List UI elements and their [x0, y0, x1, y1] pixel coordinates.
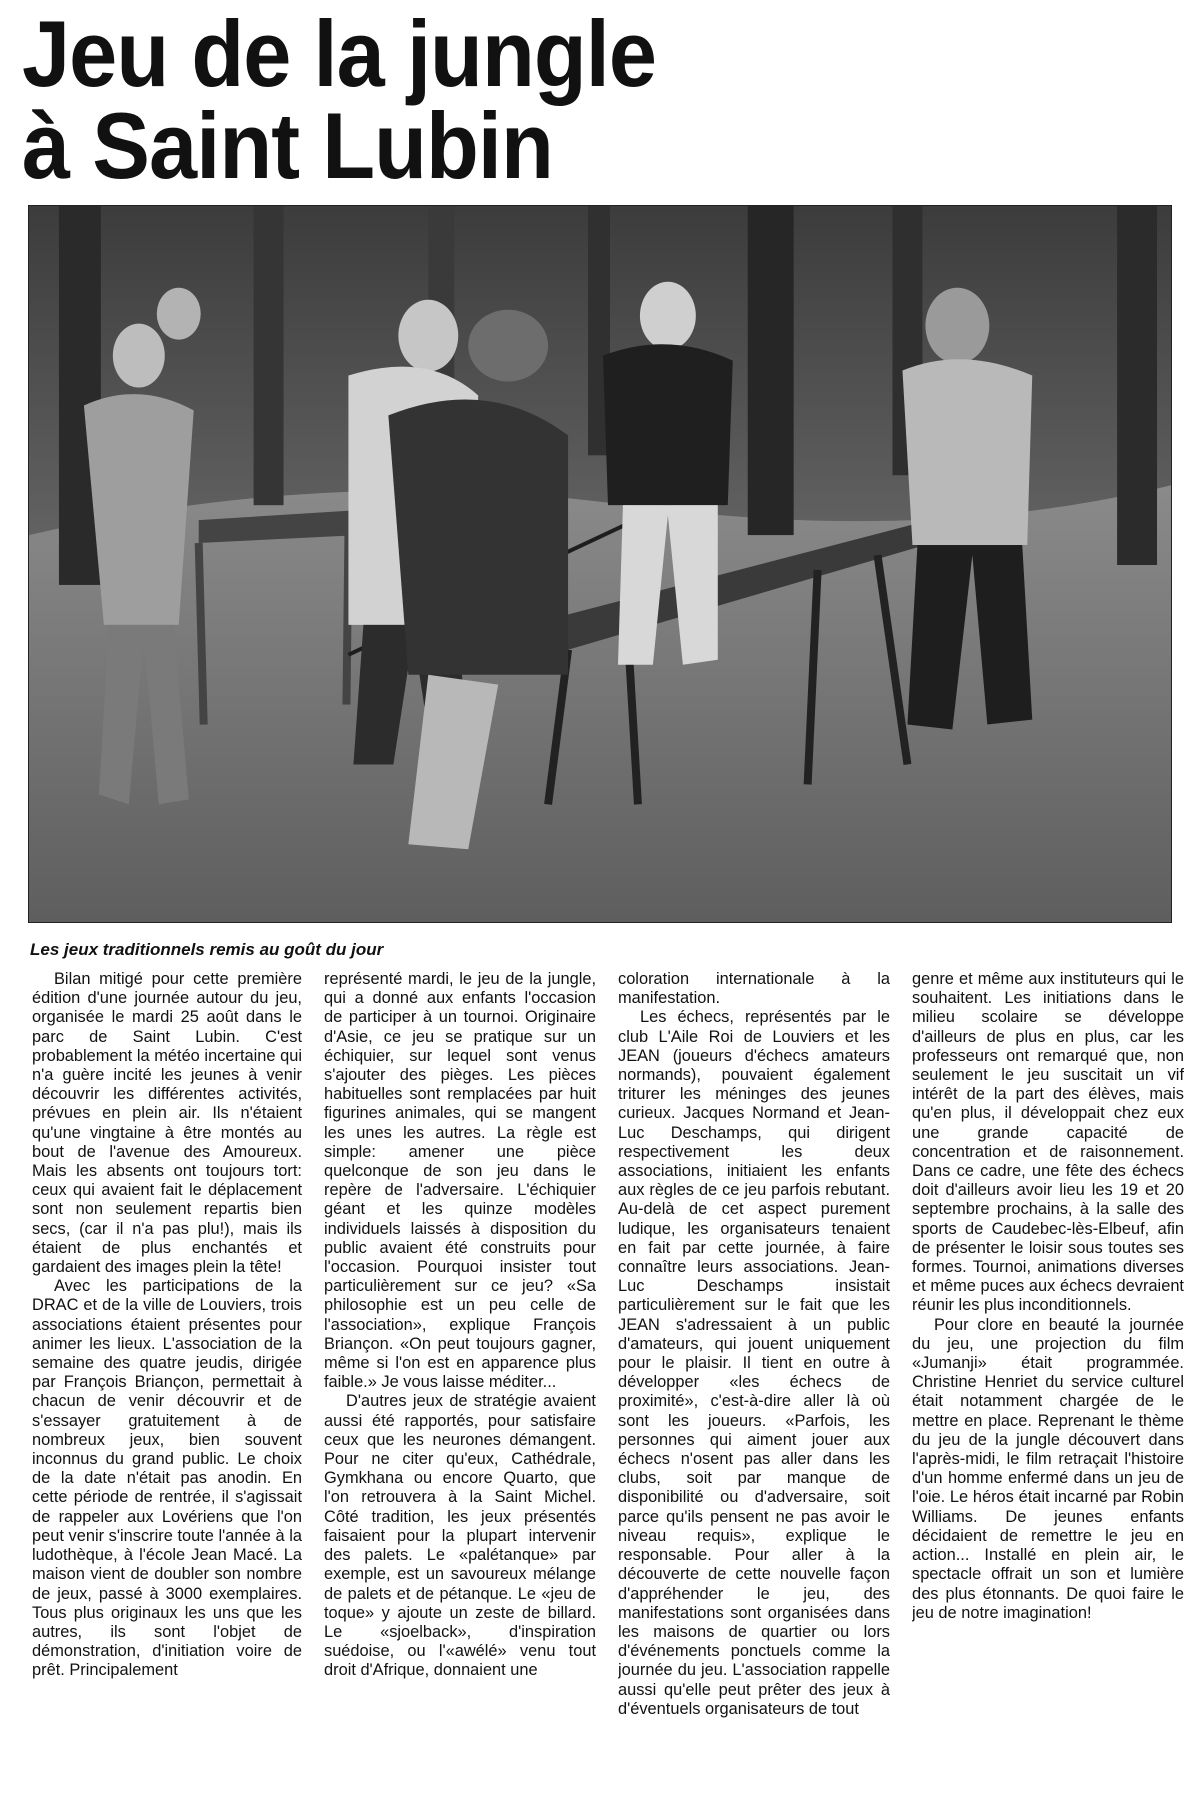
headline-line-2: à Saint Lubin	[22, 93, 553, 198]
headline	[22, 1, 1034, 198]
paragraph: représenté mardi, le jeu de la jungle, qui a donné aux enfants l'occasion de participer à un tournoi. Originaire d'Asie, ce jeu se pratique sur un échiquier, sur lequel sont venus s'ajouter des pièges. Les pièces habituelles sont remplacées par huit figurines animales, qui se mangent les unes les autres. La règle est simple: amener une pièce quelconque de son jeu dans le repère de l'adversaire. L'échiquier géant et les quinze modèles individuels laissés à disposition du public avaient été construits pour l'occasion. Pourquoi insister tout particulièrement sur ce jeu? «Sa philosophie est un peu celle de l'association», explique François Briançon. «On peut toujours gagner, même si l'on est en apparence plus faible.» Je vous laisse méditer...	[324, 970, 596, 1392]
photo-illustration	[29, 206, 1171, 922]
paragraph: Les échecs, représentés par le club L'Aile Roi de Louviers et les JEAN (joueurs d'échecs amateurs normands), pouvaient également triturer les méninges des jeunes curieux. Jacques Normand et Jean-Luc Deschamps, qui dirigent respectivement les deux associations, initiaient les enfants aux règles de ce jeu parfois rebutant. Au-delà de cet aspect purement ludique, les organisateurs tenaient en fait par cette journée, à faire connaître leurs associations. Jean-Luc Deschamps insistait particulièrement sur le fait que les JEAN s'adressaient à un public d'amateurs, qui jouent uniquement pour le plaisir. Il tient en outre à développer «les échecs de proximité», c'est-à-dire aller là où sont les joueurs. «Parfois, les personnes qui aiment jouer aux échecs n'osent pas aller dans les clubs, soit par manque de disponibilité ou d'adversaire, soit parce qu'ils pensent ne pas avoir le niveau requis», explique le responsable. Pour aller à la découverte de cette nouvelle façon d'appréhender le jeu, des manifestations sont organisées dans les maisons de quartier ou lors d'événements ponctuels comme la journée du jeu. L'association rappelle aussi qu'elle peut prêter des jeux à d'éventuels organisateurs de tout	[618, 1008, 890, 1718]
paragraph: Avec les participations de la DRAC et de la ville de Louviers, trois associations étaient présentes pour animer les lieux. L'association de la semaine des quatre jeudis, dirigée par François Briançon, permettait à chacun de venir découvrir et de s'essayer gratuitement à de nombreux jeux, bien souvent inconnus du grand public. Le choix de la date n'était pas anodin. En cette période de rentrée, il s'agissait de rappeler aux Lovériens que l'on peut venir s'inscrire toute l'année à la ludothèque, à l'école Jean Macé. La maison vient de doubler son nombre de jeux, passé à 3000 exemplaires. Tous plus originaux les uns que les autres, ils sont l'objet de démonstration, d'initiation voire de prêt. Principalement	[32, 1277, 302, 1680]
paragraph: D'autres jeux de stratégie avaient aussi été rapportés, pour satisfaire ceux que les neurones démangent. Pour ne citer qu'eux, Cathédrale, Gymkhana ou encore Quarto, que l'on retrouvera à la Saint Michel. Côté tradition, les jeux présentés faisaient pour la plupart intervenir des palets. Le «palétanque» par exemple, est un savoureux mélange de palets et de pétanque. Le «jeu de toque» y ajoute un zeste de billard. Le «sjoelback», d'inspiration suédoise, ou l'«awélé» venu tout droit d'Afrique, donnaient une	[324, 1392, 596, 1680]
column-4	[912, 970, 1184, 1790]
column-1	[32, 970, 302, 1790]
paragraph: Bilan mitigé pour cette première édition d'une journée autour du jeu, organisée le mardi 25 août dans le parc de Saint Lubin. C'est probablement la météo incertaine qui n'a guère incité les jeunes à venir découvrir les différentes activités, prévues en plein air. Ils n'étaient qu'une vingtaine à être montés au bout de l'avenue des Amoureux. Mais les absents ont toujours tort: ceux qui avaient fait le déplacement sont non seulement repartis bien secs, (car il n'a pas plu!), mais ils étaient de plus enchantés et gardaient des images plein la tête!	[32, 970, 302, 1277]
column-3	[618, 970, 890, 1790]
article-photo	[28, 205, 1172, 923]
paragraph: Pour clore en beauté la journée du jeu, une projection du film «Jumanji» était programmée. Christine Henriet du service culturel était notamment chargée de le mettre en place. Reprenant le thème du jeu de la jungle découvert dans l'après-midi, le film retraçait l'histoire d'un homme enfermé dans un jeu de l'oie. Le héros était incarné par Robin Williams. De jeunes enfants décidaient de remettre le jeu en action... Installé en plein air, le spectacle offrait un son et lumière des plus étonnants. De quoi faire le jeu de notre imagination!	[912, 1315, 1184, 1622]
paragraph: genre et même aux instituteurs qui le souhaitent. Les initiations dans le milieu scolaire se développe d'ailleurs de plus en plus, car les professeurs ont remarqué que, non seulement le jeu suscitait un vif intérêt de la part des élèves, mais qu'en plus, il développait chez eux une grande capacité de concentration et de raisonnement. Dans ce cadre, une fête des échecs doit d'ailleurs avoir lieu les 19 et 20 septembre prochains, à la salle des sports de Caudebec-lès-Elbeuf, afin de présenter le loisir sous toutes ses formes. Tournoi, animations diverses et même puces aux échecs devraient réunir les plus inconditionnels.	[912, 970, 1184, 1315]
article-body	[32, 970, 1184, 1790]
column-2	[324, 970, 596, 1790]
paragraph: coloration internationale à la manifestation.	[618, 970, 890, 1008]
photo-caption: Les jeux traditionnels remis au goût du jour	[30, 940, 384, 959]
headline-line-1: Jeu de la jungle	[22, 1, 657, 106]
